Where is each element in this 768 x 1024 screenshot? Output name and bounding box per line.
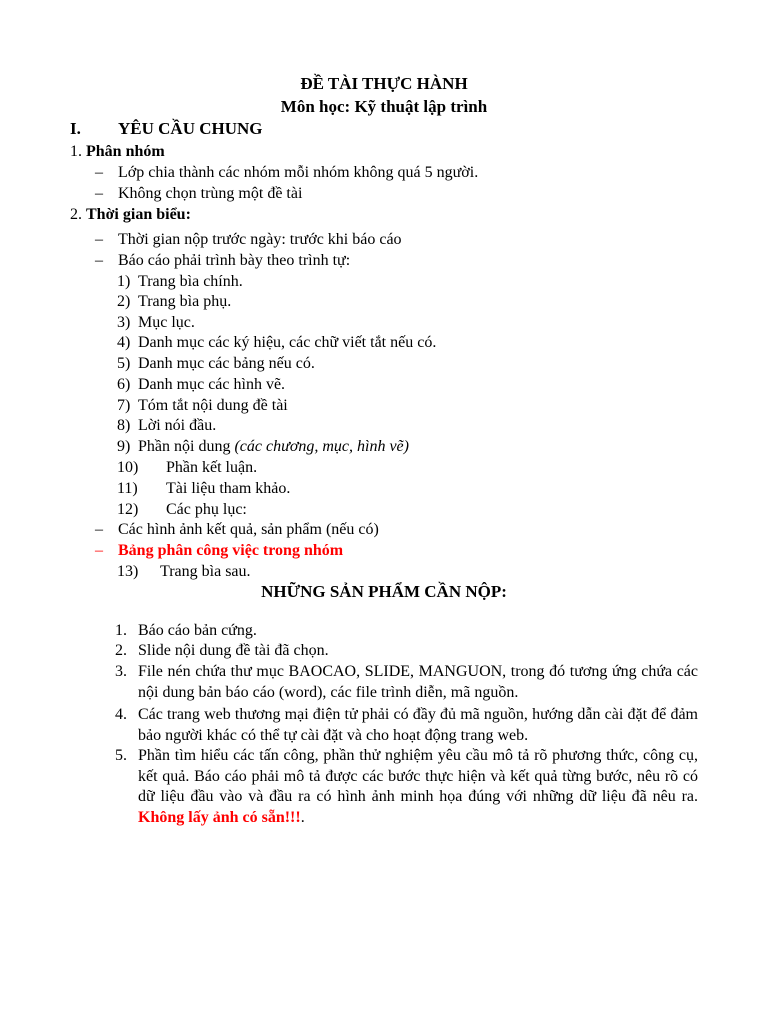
deliverable-text: Slide nội dung đề tài đã chọn. [138, 642, 329, 659]
order-item-number: 12) [117, 501, 139, 518]
dash-bullet: – [95, 231, 103, 248]
document-title: ĐỀ TÀI THỰC HÀNH [300, 74, 468, 93]
deliverables-heading: NHỮNG SẢN PHẨM CẦN NỘP: [261, 582, 507, 601]
order-item-number: 9) [117, 438, 131, 455]
deliverable-number: 4. [115, 706, 127, 723]
deliverable-text: File nén chứa thư mục BAOCAO, SLIDE, MANGUON, trong đó tương ứng chứa các nội dung bản báo cáo (word), các file trình diễn, mã nguồn. [138, 663, 698, 701]
deliverable-paragraph [138, 746, 698, 829]
order-item-text: Tài liệu tham khảo. [166, 480, 291, 497]
order-item-text: Phần nội dung [138, 438, 231, 455]
order-item-number: 8) [117, 417, 131, 434]
deliverable-number: 1. [115, 622, 127, 639]
group-heading [70, 142, 165, 162]
section-heading: YÊU CẦU CHUNG [118, 119, 263, 138]
order-item-text: Danh mục các hình vẽ. [138, 376, 286, 393]
deliverable-number: 5. [115, 747, 127, 764]
order-item-text: Trang bìa phụ. [138, 293, 232, 310]
order-item-text: Danh mục các bảng nếu có. [138, 355, 315, 372]
order-item-note: (các chương, mục, hình vẽ) [234, 438, 409, 455]
order-item-text: Danh mục các ký hiệu, các chữ viết tắt nếu có. [138, 334, 437, 351]
order-item-text: Trang bìa chính. [138, 273, 243, 290]
warning-text: Không lấy ảnh có sẵn!!! [138, 809, 301, 827]
deadline-item: Thời gian nộp trước ngày: trước khi báo cáo [118, 231, 402, 248]
deliverable-end: . [300, 809, 305, 827]
dash-bullet: – [95, 252, 103, 269]
order-intro: Báo cáo phải trình bày theo trình tự: [118, 252, 351, 269]
schedule-title: Thời gian biểu: [86, 206, 191, 223]
dash-bullet: – [95, 185, 103, 202]
deliverable-text: Báo cáo bản cứng. [138, 622, 257, 639]
deliverable-number: 3. [115, 663, 127, 680]
order-item-number: 13) [117, 563, 139, 580]
schedule-heading [70, 205, 191, 225]
order-item-text: Lời nói đầu. [138, 417, 217, 434]
order-item-number: 1) [117, 273, 131, 290]
order-item-number: 7) [117, 397, 131, 414]
order-item-number: 3) [117, 314, 131, 331]
deliverable-text: Các trang web thương mại điện tử phải có đầy đủ mã nguồn, hướng dẫn cài đặt để đảm bảo người khác có thể tự cài đặt và cho hoạt động trang web. [138, 706, 698, 744]
dash-bullet: – [95, 542, 103, 559]
order-item-text: Các phụ lục: [166, 501, 247, 518]
order-item-number: 11) [117, 480, 138, 497]
order-item-number: 6) [117, 376, 131, 393]
work-assignment-item: Bảng phân công việc trong nhóm [118, 542, 344, 559]
group-title: Phân nhóm [86, 143, 165, 160]
order-item-text: Trang bìa sau. [160, 563, 251, 580]
order-item-text: Mục lục. [138, 314, 195, 331]
list-item: Không chọn trùng một đề tài [118, 185, 303, 202]
order-item-text: Phần kết luận. [166, 459, 258, 476]
list-item: Lớp chia thành các nhóm mỗi nhóm không quá 5 người. [118, 164, 479, 181]
order-item-number: 2) [117, 293, 131, 310]
results-item: Các hình ảnh kết quả, sản phẩm (nếu có) [118, 521, 379, 538]
order-item-text: Tóm tắt nội dung đề tài [138, 397, 288, 414]
order-item-number: 5) [117, 355, 131, 372]
order-item-number: 10) [117, 459, 139, 476]
deliverable-number: 2. [115, 642, 127, 659]
dash-bullet: – [95, 521, 103, 538]
order-item-number: 4) [117, 334, 131, 351]
section-number: I. [70, 119, 81, 138]
schedule-number: 2. [70, 206, 82, 223]
order-item-content [138, 437, 409, 457]
deliverable-text: Phần tìm hiểu các tấn công, phần thử nghiệm yêu cầu mô tả rõ phương thức, công cụ, kết quả. Báo cáo phải mô tả được các bước thực hiện và kết quả từng bước, nêu rõ có dữ liệu đầu vào và đầu ra có hình ảnh minh họa đúng với những dữ liệu đã nêu ra. [138, 747, 698, 806]
document-subtitle: Môn học: Kỹ thuật lập trình [280, 97, 488, 116]
group-number: 1. [70, 143, 82, 160]
dash-bullet: – [95, 164, 103, 181]
